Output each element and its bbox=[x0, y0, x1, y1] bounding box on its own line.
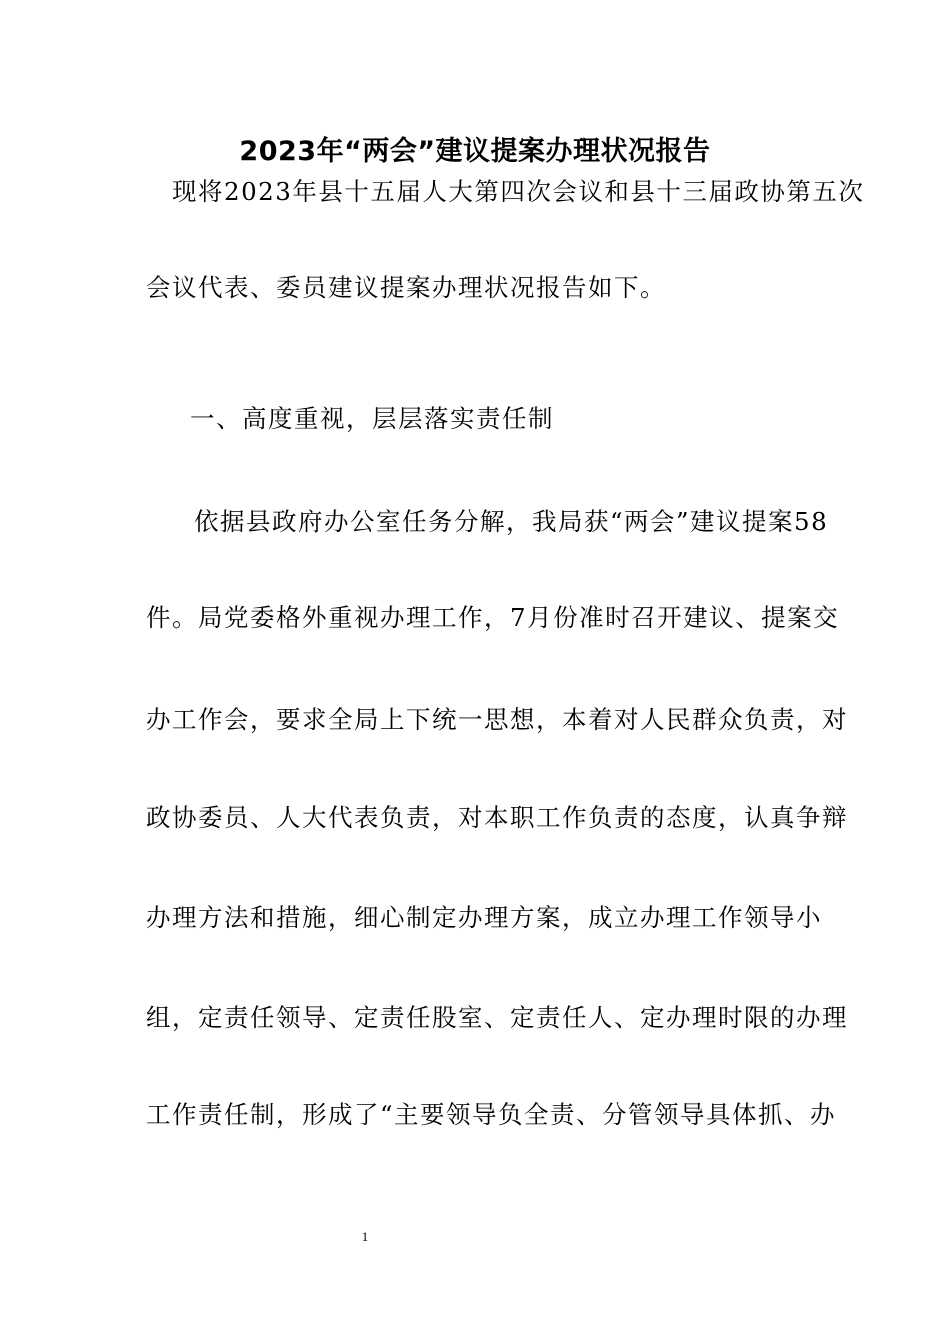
body-line: 依据县政府办公室任务分解，我局获“两会”建议提案58 bbox=[194, 507, 829, 536]
body-line: 办工作会，要求全局上下统一思想，本着对人民群众负责，对 bbox=[146, 705, 848, 734]
section-heading: 一、高度重视，层层落实责任制 bbox=[190, 404, 554, 433]
body-line: 组，定责任领导、定责任股室、定责任人、定办理时限的办理 bbox=[146, 1003, 848, 1032]
page-number: 1 bbox=[361, 1229, 369, 1244]
body-line: 政协委员、人大代表负责，对本职工作负责的态度，认真争辩 bbox=[146, 803, 848, 832]
body-line: 会议代表、委员建议提案办理状况报告如下。 bbox=[146, 273, 666, 302]
body-line: 现将2023年县十五届人大第四次会议和县十三届政协第五次 bbox=[172, 177, 865, 206]
document-title: 2023年“两会”建议提案办理状况报告 bbox=[239, 136, 711, 167]
body-line: 办理方法和措施，细心制定办理方案，成立办理工作领导小 bbox=[146, 903, 822, 932]
body-line: 工作责任制，形成了“主要领导负全责、分管领导具体抓、办 bbox=[146, 1100, 837, 1129]
body-line: 件。局党委格外重视办理工作，7月份准时召开建议、提案交 bbox=[146, 603, 840, 632]
